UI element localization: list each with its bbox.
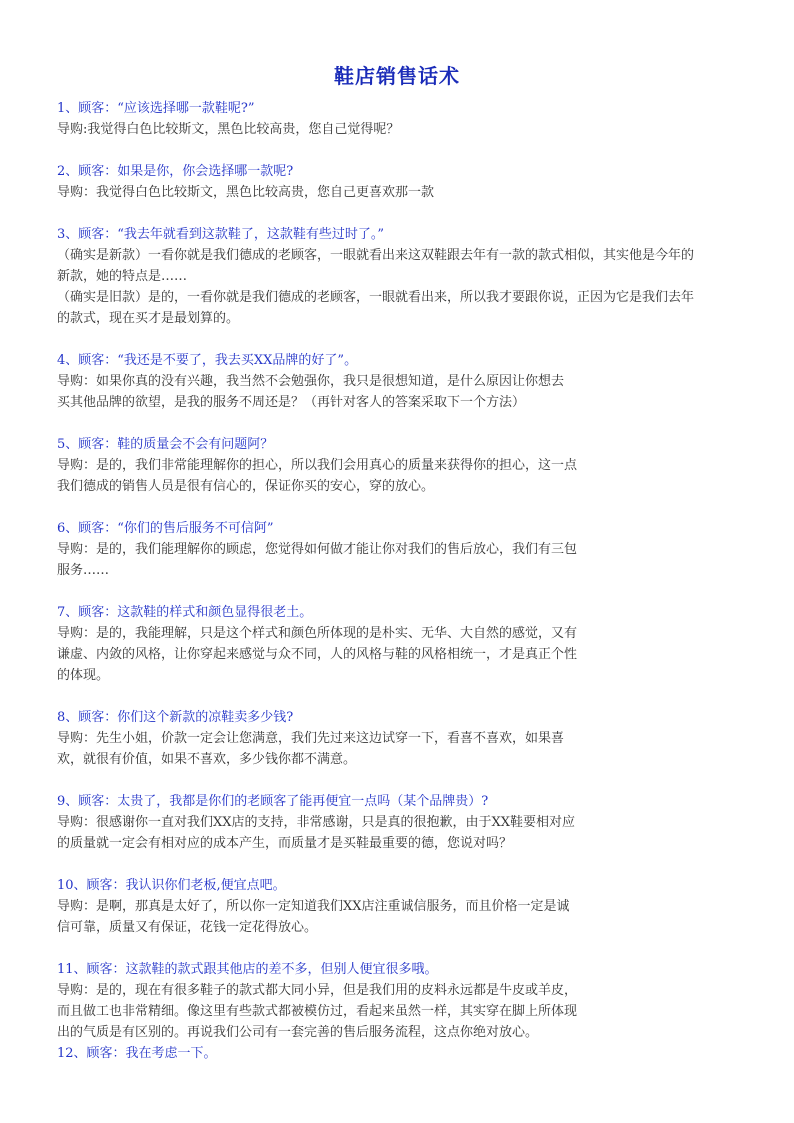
answer-line: 导购：如果你真的没有兴趣，我当然不会勉强你，我只是很想知道，是什么原因让你想去 xyxy=(57,374,565,389)
document-title: 鞋店销售话术 xyxy=(334,64,460,88)
customer-question: 11、顾客：这款鞋的款式跟其他店的差不多，但别人便宜很多哦。 xyxy=(57,962,438,977)
answer-line: 导购：我觉得白色比较斯文，黑色比较高贵，您自己更喜欢那一款 xyxy=(57,185,435,200)
customer-question: 5、顾客：鞋的质量会不会有问题阿？ xyxy=(57,437,274,452)
answer-line: 导购：是的，我能理解，只是这个样式和颜色所体现的是朴实、无华、大自然的感觉，又有 xyxy=(57,626,578,641)
answer-line: （确实是新款）一看你就是我们德成的老顾客，一眼就看出来这双鞋跟去年有一款的款式相似，其实他是今年的 xyxy=(57,248,695,263)
qa-item xyxy=(57,707,747,770)
answer-line: 而且做工也非常精细。像这里有些款式都被模仿过，看起来虽然一样，其实穿在脚上所体现 xyxy=(57,1004,578,1019)
answer-line: 导购：是的，我们非常能理解你的担心，所以我们会用真心的质量来获得你的担心，这一点 xyxy=(57,458,578,473)
qa-item xyxy=(57,224,747,329)
answer-line: 信可靠，质量又有保证，花钱一定花得放心。 xyxy=(57,920,318,935)
qa-item xyxy=(57,350,747,413)
qa-item xyxy=(57,518,747,581)
qa-list xyxy=(57,98,747,1064)
answer-line: 买其他品牌的欲望，是我的服务不周还是？（再针对客人的答案采取下一个方法） xyxy=(57,395,526,410)
answer-line: 导购：很感谢你一直对我们XX店的支持，非常感谢，只是真的很抱歉，由于XX鞋要相对应 xyxy=(57,815,576,830)
customer-question: 2、顾客：如果是你，你会选择哪一款呢? xyxy=(57,164,294,179)
qa-item xyxy=(57,161,747,203)
answer-line: 的款式，现在买才是最划算的。 xyxy=(57,311,240,326)
customer-question: 9、顾客：太贵了，我都是你们的老顾客了能再便宜一点吗（某个品牌贵）? xyxy=(57,794,489,809)
answer-line: 服务…… xyxy=(57,563,110,578)
answer-line: 出的气质是有区别的。再说我们公司有一套完善的售后服务流程，这点你绝对放心。 xyxy=(57,1025,539,1040)
answer-line: 导购：先生小姐，价款一定会让您满意，我们先过来这边试穿一下，看喜不喜欢，如果喜 xyxy=(57,731,565,746)
answer-line: 导购：是的，现在有很多鞋子的款式都大同小异，但是我们用的皮料永远都是牛皮或羊皮， xyxy=(57,983,578,998)
answer-line: 导购：是的，我们能理解你的顾虑，您觉得如何做才能让你对我们的售后放心，我们有三包 xyxy=(57,542,578,557)
answer-line: 的质量就一定会有相对应的成本产生，而质量才是买鞋最重要的德，您说对吗？ xyxy=(57,836,513,851)
answer-line: 新款，她的特点是…… xyxy=(57,269,188,284)
customer-question: 6、顾客：“你们的售后服务不可信阿” xyxy=(57,521,274,536)
answer-line: 欢，就很有价值，如果不喜欢，多少钱你都不满意。 xyxy=(57,752,357,767)
qa-item xyxy=(57,434,747,497)
qa-item xyxy=(57,959,747,1043)
answer-line: 谦虚、内敛的风格，让你穿起来感觉与众不同，人的风格与鞋的风格相统一，才是真正个性 xyxy=(57,647,578,662)
answer-line: 导购：是啊，那真是太好了，所以你一定知道我们XX店注重诚信服务，而且价格一定是诚 xyxy=(57,899,570,914)
answer-line: 我们德成的销售人员是很有信心的，保证你买的安心，穿的放心。 xyxy=(57,479,435,494)
qa-item xyxy=(57,1043,747,1064)
answer-line: （确实是旧款）是的，一看你就是我们德成的老顾客，一眼就看出来，所以我才要跟你说，正因为它是我们去年 xyxy=(57,290,695,305)
answer-line: 的体现。 xyxy=(57,668,110,683)
customer-question: 10、顾客：我认识你们老板,便宜点吧。 xyxy=(57,878,286,893)
answer-line: 导购:我觉得白色比较斯文，黑色比较高贵，您自己觉得呢？ xyxy=(57,122,400,137)
qa-item xyxy=(57,791,747,854)
qa-item xyxy=(57,875,747,938)
qa-item xyxy=(57,602,747,686)
customer-question: 1、顾客：“应该选择哪一款鞋呢?” xyxy=(57,101,255,116)
qa-item xyxy=(57,98,747,140)
customer-question: 12、顾客：我在考虑一下。 xyxy=(57,1046,217,1061)
customer-question: 3、顾客：“我去年就看到这款鞋了，这款鞋有些过时了。” xyxy=(57,227,385,242)
customer-question: 8、顾客：你们这个新款的凉鞋卖多少钱? xyxy=(57,710,294,725)
customer-question: 4、顾客：“我还是不要了，我去买XX品牌的好了”。 xyxy=(57,353,358,368)
customer-question: 7、顾客：这款鞋的样式和颜色显得很老土。 xyxy=(57,605,313,620)
